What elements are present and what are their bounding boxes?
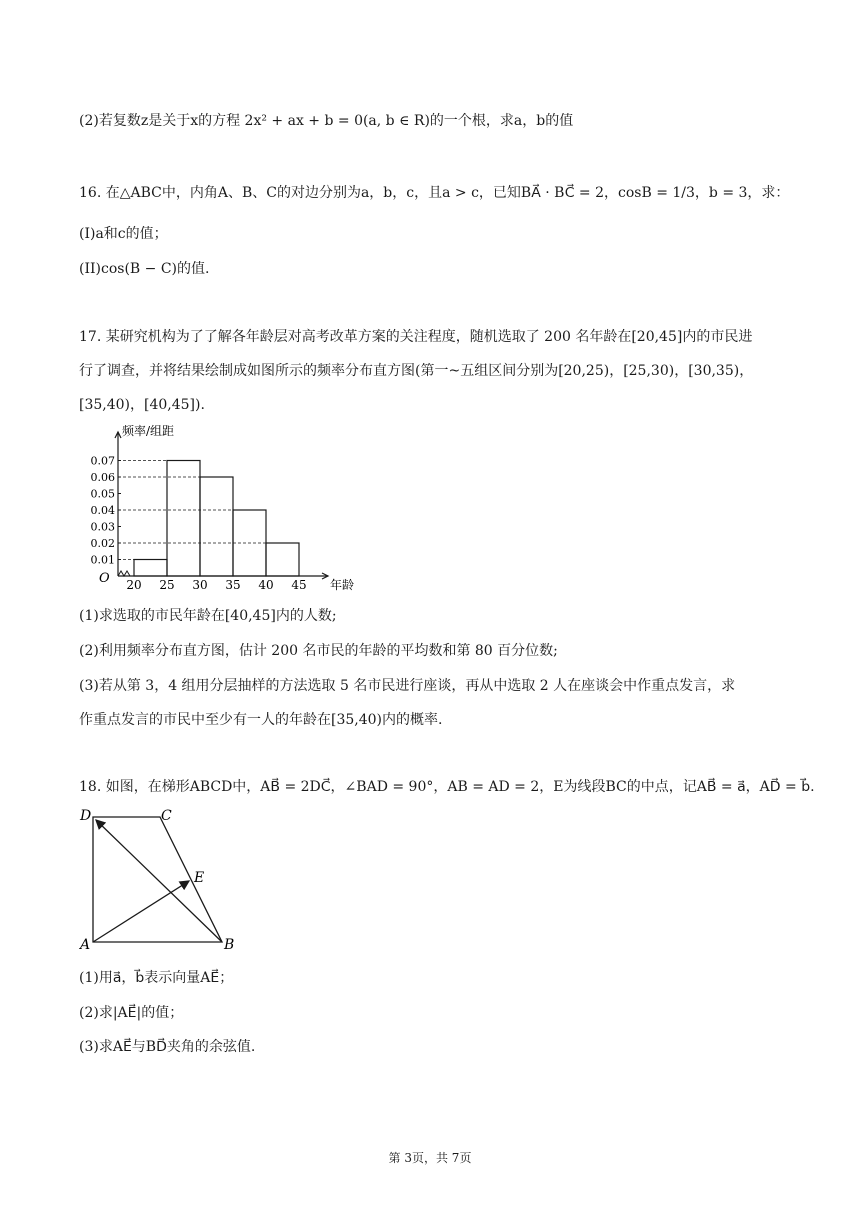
x-tick-label: 35	[225, 578, 241, 592]
q17-part3-line2: 作重点发言的市民中至少有一人的年龄在[35,40)内的概率.	[79, 712, 443, 728]
histogram-bar	[134, 560, 167, 577]
y-tick-label: 0.03	[90, 520, 115, 534]
q18-part3: (3)求AE⃗与BD⃗夹角的余弦值.	[79, 1039, 256, 1055]
origin-label: O	[99, 571, 110, 586]
q18-part2: (2)求|AE⃗|的值；	[79, 1005, 184, 1021]
x-tick-label: 25	[159, 578, 175, 592]
q15-part2: (2)若复数z是关于x的方程 2x² + ax + b = 0(a, b ∈ R)的一个根，求a，b的值	[79, 113, 574, 129]
y-tick-label: 0.05	[90, 487, 115, 501]
q17-line2: 行了调查，并将结果绘制成如图所示的频率分布直方图(第一~五组区间分别为[20,25)，[25,30)，[30,35)，	[79, 363, 754, 379]
x-tick-label: 30	[192, 578, 208, 592]
label-B: B	[224, 937, 235, 952]
histogram-bar	[200, 477, 233, 576]
x-axis-label: 年龄	[330, 578, 355, 592]
q17-part1: (1)求选取的市民年龄在[40,45]内的人数;	[79, 608, 337, 624]
q17-line3: [35,40)，[40,45]).	[79, 397, 205, 413]
q16-part2: (II)cos(B − C)的值.	[79, 261, 210, 277]
y-tick-label: 0.04	[90, 504, 115, 517]
axis-break	[118, 571, 134, 576]
y-axis-label: 频率/组距	[122, 424, 175, 438]
y-tick-label: 0.02	[90, 537, 115, 550]
page-footer: 第 3页，共 7页	[388, 1151, 472, 1165]
q16-part1: (I)a和c的值；	[79, 226, 168, 242]
y-tick-label: 0.01	[90, 553, 115, 567]
q17-part2: (2)利用频率分布直方图，估计 200 名市民的年龄的平均数和第 80 百分位数;	[79, 643, 558, 659]
x-tick-label: 45	[291, 578, 307, 592]
q17-part3-line1: (3)若从第 3，4 组用分层抽样的方法选取 5 名市民进行座谈，再从中选取 2 人在座谈会中作重点发言，求	[79, 678, 736, 694]
vector-AE	[93, 881, 189, 942]
frequency-histogram	[75, 420, 365, 595]
q18-part1: (1)用a⃗，b⃗表示向量AE⃗；	[79, 970, 234, 986]
label-A: A	[80, 937, 91, 952]
q16-stem: 16. 在△ABC中，内角A、B、C的对边分别为a，b，c，且a > c，已知BA⃗ · BC⃗ = 2，cosB = 1/3，b = 3，求：	[79, 185, 790, 201]
label-C: C	[161, 808, 172, 824]
histogram-bar	[266, 543, 299, 576]
q18-stem: 18. 如图，在梯形ABCD中，AB⃗ = 2DC⃗，∠BAD = 90°，AB = AD = 2，E为线段BC的中点，记AB⃗ = a⃗，AD⃗ = b⃗.	[79, 779, 815, 795]
label-E: E	[194, 870, 205, 886]
histogram-bar	[167, 461, 200, 577]
y-tick-label: 0.07	[90, 454, 115, 468]
q17-line1: 17. 某研究机构为了了解各年龄层对高考改革方案的关注程度，随机选取了 200 名年龄在[20,45]内的市民进	[79, 329, 753, 345]
x-tick-label: 20	[126, 578, 142, 592]
label-D: D	[80, 808, 92, 824]
y-tick-label: 0.06	[90, 471, 115, 484]
trapezoid-figure	[75, 802, 245, 952]
x-tick-label: 40	[258, 578, 274, 592]
